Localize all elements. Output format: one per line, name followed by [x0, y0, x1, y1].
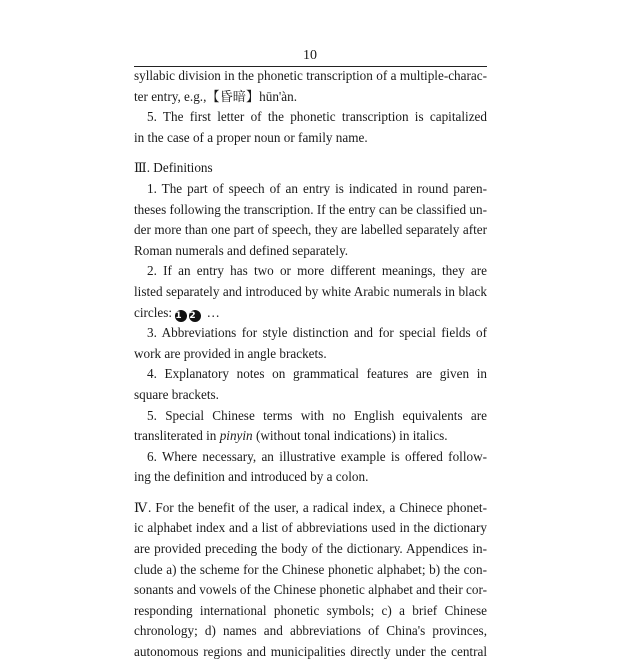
- text-line: 1. The part of speech of an entry is indicated in round paren-: [147, 180, 487, 196]
- text-line: ic alphabet index and a list of abbreviations used in the dictionary: [134, 520, 487, 536]
- text-line: sonants and vowels of the Chinese phonetic alphabet and their cor-: [134, 582, 487, 598]
- text-line: autonomous regions and municipalities directly under the central: [134, 644, 487, 660]
- definition-1-paragraph: [134, 179, 487, 261]
- text-line: listed separately and introduced by white Arabic numerals in black: [134, 283, 487, 299]
- page-body: [134, 66, 487, 663]
- text-line: Roman numerals and defined separately.: [134, 242, 349, 258]
- text-line: 6. Where necessary, an illustrative example is offered follow-: [147, 448, 487, 464]
- text-line: in the case of a proper noun or family name.: [134, 129, 368, 145]
- section-4-paragraph: [134, 498, 487, 663]
- text-line: chronology; d) names and abbreviations of China's provinces,: [134, 623, 487, 639]
- section-heading-definitions: Ⅲ. Definitions: [134, 160, 213, 176]
- italic-term: pinyin: [219, 428, 253, 444]
- text-line: are provided preceding the body of the dictionary. Appendices in-: [134, 541, 487, 557]
- text-line: der more than one part of speech, they are labelled separately after: [134, 222, 487, 238]
- definition-3-paragraph: [134, 323, 487, 364]
- definition-4-paragraph: [134, 364, 487, 405]
- text-line: theses following the transcription. If the entry can be classified un-: [134, 201, 487, 217]
- text-fragment: transliterated in: [134, 428, 220, 444]
- circled-number-1-icon: 1: [175, 310, 187, 322]
- item-5-paragraph: [134, 107, 487, 148]
- text-line: 4. Explanatory notes on grammatical features are given in: [147, 366, 487, 382]
- text-fragment: (without tonal indications) in italics.: [252, 428, 448, 444]
- text-line: ter entry, e.g.,【昏暗】hūn'àn.: [134, 88, 298, 104]
- text-line: Ⅳ. For the benefit of the user, a radical index, a Chinece phonet-: [134, 499, 487, 515]
- definition-6-paragraph: [134, 447, 487, 488]
- text-line: square brackets.: [134, 386, 219, 402]
- definition-2-paragraph: [134, 261, 487, 323]
- text-line: 2. If an entry has two or more different meanings, they are: [147, 263, 487, 279]
- page-number: 10: [303, 48, 317, 63]
- intro-paragraph: [134, 66, 487, 107]
- circled-number-2-icon: 2: [189, 310, 201, 322]
- text-line: 5. The first letter of the phonetic transcription is capitalized: [147, 109, 487, 125]
- text-line: ing the definition and introduced by a colon.: [134, 469, 369, 485]
- text-line: syllabic division in the phonetic transcription of a multiple-charac-: [134, 68, 487, 83]
- ellipsis: …: [206, 304, 220, 320]
- text-line: 5. Special Chinese terms with no English equivalents are: [147, 407, 487, 423]
- text-line: clude a) the scheme for the Chinese phonetic alphabet; b) the con-: [134, 561, 487, 577]
- text-line: [134, 303, 487, 324]
- text-line: responding international phonetic symbols; c) a brief Chinese: [134, 602, 487, 618]
- text-line: [134, 426, 487, 447]
- text-line: work are provided in angle brackets.: [134, 345, 327, 361]
- text-line: 3. Abbreviations for style distinction and for special fields of: [147, 325, 487, 341]
- circles-label: circles:: [134, 304, 173, 320]
- definition-5-paragraph: [134, 406, 487, 447]
